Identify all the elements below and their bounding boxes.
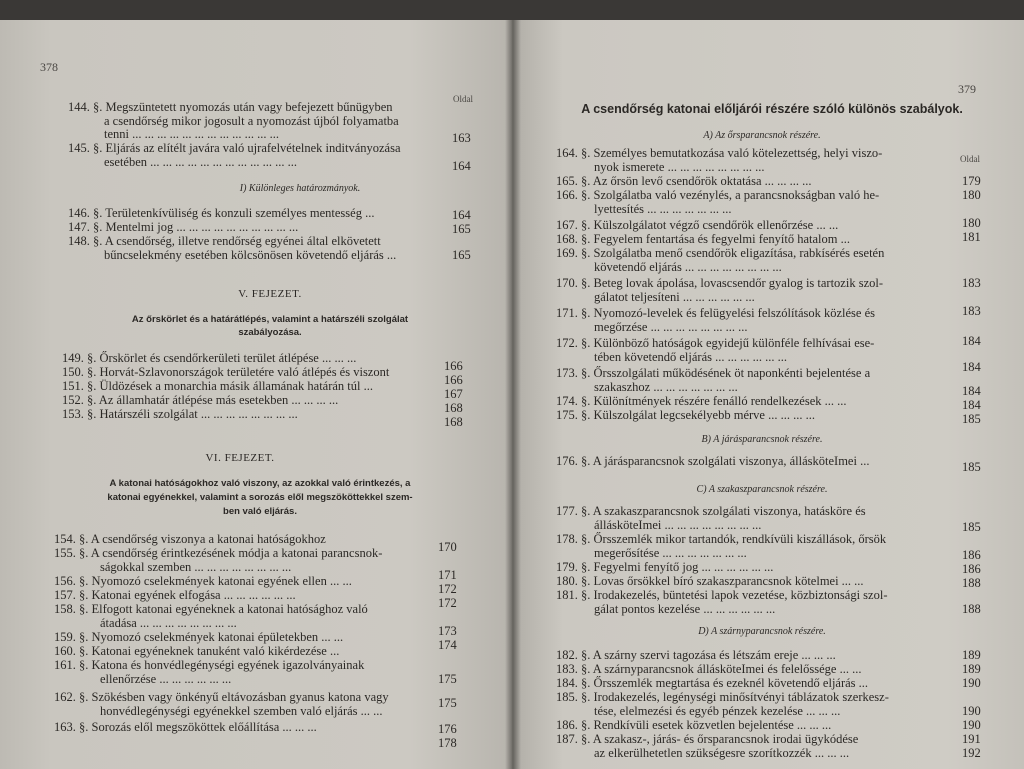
page-ref: 176: [438, 722, 457, 736]
toc-line: az elkerülhetetlen szükségesre szorítkozzék ... ... ...: [594, 746, 850, 760]
toc-line: 151. §. Üldözések a monarchia másik államának határán túl ...: [62, 379, 374, 393]
book-gutter: [505, 20, 521, 769]
toc-line: 146. §. Területenkívüliség és konzuli személyes mentesség ...: [68, 206, 375, 220]
toc-line: 184. §. Őrsszemlék megtartása és ezeknél követendő eljárás ...: [556, 676, 869, 690]
toc-line: 145. §. Eljárás az elítélt javára való ujrafelvételnek inditványozása: [68, 141, 401, 155]
page-ref: 174: [438, 638, 457, 652]
toc-line: 163. §. Sorozás elől megszököttek előállítása ... ... ...: [54, 720, 317, 734]
toc-line: 147. §. Mentelmi jog ... ... ... ... ... ... ... ... ... ...: [68, 220, 299, 234]
page-ref: 165: [452, 222, 471, 236]
page-ref: 178: [438, 736, 457, 750]
page-ref: 163: [452, 131, 471, 145]
sub-heading: A) Az őrsparancsnok részére.: [703, 130, 821, 141]
toc-line: 173. §. Őrsszolgálati működésének öt naponkénti bejelentése a: [556, 366, 871, 380]
toc-line: 179. §. Fegyelmi fenyítő jog ... ... ... ... ... ...: [556, 560, 774, 574]
toc-line: megőrzése ... ... ... ... ... ... ... ...: [594, 320, 748, 334]
toc-line: 162. §. Szökésben vagy önkényű eltávozásban gyanus katona vagy: [54, 690, 389, 704]
toc-line: 175. §. Külszolgálat legcsekélyebb mérve ... ... ... ...: [556, 408, 815, 422]
toc-line: tenni ... ... ... ... ... ... ... ... ... ... ... ...: [104, 127, 279, 141]
page-ref: 165: [452, 248, 471, 262]
page-ref: 185: [962, 460, 981, 474]
toc-line: tében követendő eljárás ... ... ... ... ... ...: [594, 350, 788, 364]
page-ref: 188: [962, 602, 981, 616]
page-ref: 185: [962, 520, 981, 534]
chapter-heading: Az őrskörlet és a határátlépés, valamint a határszéli szolgálat: [131, 314, 409, 325]
sub-heading: D) A szárnyparancsnok részére.: [698, 626, 826, 637]
page-ref: 181: [962, 230, 981, 244]
page-ref: 192: [962, 746, 981, 760]
section-title: A csendőrség katonai előljárói részére szóló különös szabályok.: [581, 102, 963, 116]
page-ref: 184: [962, 360, 981, 374]
page-ref: 164: [452, 208, 471, 222]
toc-line: 171. §. Nyomozó-levelek és felügyelési felszólítások közlése és: [556, 306, 876, 320]
page-ref: 183: [962, 276, 981, 290]
toc-line: 182. §. A szárny szervi tagozása és létszám ereje ... ... ...: [556, 648, 836, 662]
page-ref: 168: [444, 401, 463, 415]
page-ref: 186: [962, 548, 981, 562]
toc-line: 183. §. A szárnyparancsnok állásköteImei és felelőssége ... ...: [556, 662, 862, 676]
oldal-label: Oldal: [960, 154, 980, 164]
sub-heading: B) A járásparancsnok részére.: [701, 434, 823, 445]
toc-line: 165. §. Az őrsön levő csendőrök oktatása ... ... ... ...: [556, 174, 812, 188]
toc-line: 178. §. Őrsszemlék mikor tartandók, rendkívüli kiszállások, őrsök: [556, 532, 887, 546]
page-number: 378: [40, 60, 58, 74]
page-ref: 189: [962, 662, 981, 676]
page-ref: 164: [452, 159, 471, 173]
toc-line: nyok ismerete ... ... ... ... ... ... ... ...: [594, 160, 765, 174]
page-ref: 175: [438, 696, 457, 710]
page-ref: 190: [962, 704, 981, 718]
toc-line: 177. §. A szakaszparancsnok szolgálati viszonya, hatásköre és: [556, 504, 866, 518]
toc-line: 158. §. Elfogott katonai egyéneknek a katonai hatósághoz való: [54, 602, 368, 616]
chapter-heading: ben való eljárás.: [223, 506, 297, 517]
toc-line: 167. §. Külszolgálatot végző csendőrök ellenőrzése ... ...: [556, 218, 839, 232]
toc-line: állásköteImei ... ... ... ... ... ... ... ...: [594, 518, 762, 532]
sub-heading: C) A szakaszparancsnok részére.: [696, 484, 828, 495]
toc-line: 180. §. Lovas őrsökkel bíró szakaszparancsnok kötelmei ... ...: [556, 574, 864, 588]
toc-line: 154. §. A csendőrség viszonya a katonai hatóságokhoz: [54, 532, 326, 546]
chapter-heading: A katonai hatóságokhoz való viszony, az azokkal való érintkezés, a: [109, 478, 411, 489]
toc-line: 164. §. Személyes bemutatkozása való kötelezettség, helyi viszo-: [556, 146, 883, 160]
toc-line: ellenőrzése ... ... ... ... ... ...: [100, 672, 232, 686]
toc-line: 148. §. A csendőrség, illetve rendőrség egyénei által elkövetett: [68, 234, 381, 248]
page-ref: 166: [444, 359, 463, 373]
page-ref: 179: [962, 174, 981, 188]
toc-line: 144. §. Megszüntetett nyomozás után vagy befejezett bűnügyben: [68, 100, 393, 114]
toc-line: követendő eljárás ... ... ... ... ... ... ... ...: [594, 260, 782, 274]
toc-line: 187. §. A szakasz-, járás- és őrsparancsnok irodai ügykódése: [556, 732, 859, 746]
page-ref: 184: [962, 384, 981, 398]
page-ref: 190: [962, 718, 981, 732]
toc-line: esetében ... ... ... ... ... ... ... ... ... ... ... ...: [104, 155, 298, 169]
page-ref: 170: [438, 540, 457, 554]
page-ref: 183: [962, 304, 981, 318]
toc-line: 153. §. Határszéli szolgálat ... ... ... ... ... ... ... ...: [62, 407, 298, 421]
toc-line: átadása ... ... ... ... ... ... ... ...: [100, 616, 237, 630]
page-ref: 191: [962, 732, 981, 746]
oldal-label: Oldal: [453, 94, 473, 104]
toc-line: megerősítése ... ... ... ... ... ... ...: [594, 546, 747, 560]
toc-line: 185. §. Irodakezelés, legénységi minősítvényi táblázatok szerkesz-: [556, 690, 889, 704]
page-ref: 186: [962, 562, 981, 576]
page-ref: 175: [438, 672, 457, 686]
page-ref: 185: [962, 412, 981, 426]
toc-line: 161. §. Katona és honvédlegénységi egyének igazolványainak: [54, 658, 365, 672]
toc-line: a csendőrség mikor jogosult a nyomozást újból folyamatba: [104, 114, 399, 128]
chapter-title: VI. FEJEZET.: [205, 452, 275, 464]
left-page: [0, 20, 512, 769]
toc-line: 157. §. Katonai egyének elfogása ... ... ... ... ... ...: [54, 588, 296, 602]
chapter-heading: katonai egyénekkel, valamint a sorozás elől megszököttekkel szem-: [107, 492, 413, 503]
toc-line: 181. §. Irodakezelés, büntetési lapok vezetése, közbiztonsági szol-: [556, 588, 888, 602]
page-number: 379: [958, 82, 976, 96]
toc-line: gálat pontos kezelése ... ... ... ... ... ...: [594, 602, 776, 616]
toc-line: 160. §. Katonai egyéneknek tanuként való kikérdezése ...: [54, 644, 340, 658]
page-ref: 168: [444, 415, 463, 429]
page-ref: 172: [438, 582, 457, 596]
toc-line: 172. §. Különböző hatóságok egyidejű különféle felhívásai ese-: [556, 336, 875, 350]
toc-line: 166. §. Szolgálatba való vezénylés, a parancsnokságban való he-: [556, 188, 880, 202]
toc-line: gálatot teljesíteni ... ... ... ... ... ...: [594, 290, 755, 304]
toc-line: 186. §. Rendkívüli esetek közvetlen bejelentése ... ... ...: [556, 718, 832, 732]
toc-line: bűncselekmény esetében kölcsönösen követendő eljárás ...: [104, 248, 397, 262]
toc-line: tése, elelmezési és egyéb pénzek kezelése ... ... ...: [594, 704, 841, 718]
toc-line: 156. §. Nyomozó cselekmények katonai egyének ellen ... ...: [54, 574, 352, 588]
page-ref: 184: [962, 398, 981, 412]
page-ref: 190: [962, 676, 981, 690]
toc-line: 168. §. Fegyelem fentartása és fegyelmi fenyítő hatalom ...: [556, 232, 851, 246]
toc-line: ságokkal szemben ... ... ... ... ... ... ... ...: [100, 560, 292, 574]
page-ref: 173: [438, 624, 457, 638]
page-ref: 184: [962, 334, 981, 348]
toc-line: 152. §. Az államhatár átlépése más esetekben ... ... ... ...: [62, 393, 339, 407]
page-ref: 180: [962, 216, 981, 230]
chapter-title: V. FEJEZET.: [238, 288, 302, 300]
toc-line: honvédlegénységi egyénekkel szemben való eljárás ... ...: [100, 704, 383, 718]
toc-line: lyettesítés ... ... ... ... ... ... ...: [594, 202, 732, 216]
page-ref: 171: [438, 568, 457, 582]
page-ref: 167: [444, 387, 463, 401]
toc-line: 150. §. Horvát-Szlavonországok területére való átlépés és viszont: [62, 365, 390, 379]
sub-heading: I) Különleges határozmányok.: [239, 183, 361, 194]
page-ref: 189: [962, 648, 981, 662]
page-ref: 188: [962, 576, 981, 590]
page-ref: 172: [438, 596, 457, 610]
toc-line: 170. §. Beteg lovak ápolása, lovascsendőr gyalog is tartozik szol-: [556, 276, 884, 290]
toc-line: 174. §. Különítmények részére fenálló rendelkezések ... ...: [556, 394, 847, 408]
page-ref: 166: [444, 373, 463, 387]
page-ref: 180: [962, 188, 981, 202]
toc-line: 149. §. Őrskörlet és csendőrkerületi terület átlépése ... ... ...: [62, 351, 357, 365]
toc-line: 159. §. Nyomozó cselekmények katonai épületekben ... ...: [54, 630, 344, 644]
toc-line: 169. §. Szolgálatba menő csendőrök eligazítása, rabkísérés esetén: [556, 246, 885, 260]
toc-line: 155. §. A csendőrség érintkezésének módja a katonai parancsnok-: [54, 546, 383, 560]
toc-line: szakaszhoz ... ... ... ... ... ... ...: [594, 380, 738, 394]
right-page: [512, 20, 1024, 769]
toc-line: 176. §. A járásparancsnok szolgálati viszonya, állásköteImei ...: [556, 454, 870, 468]
chapter-heading: szabályozása.: [238, 327, 302, 338]
